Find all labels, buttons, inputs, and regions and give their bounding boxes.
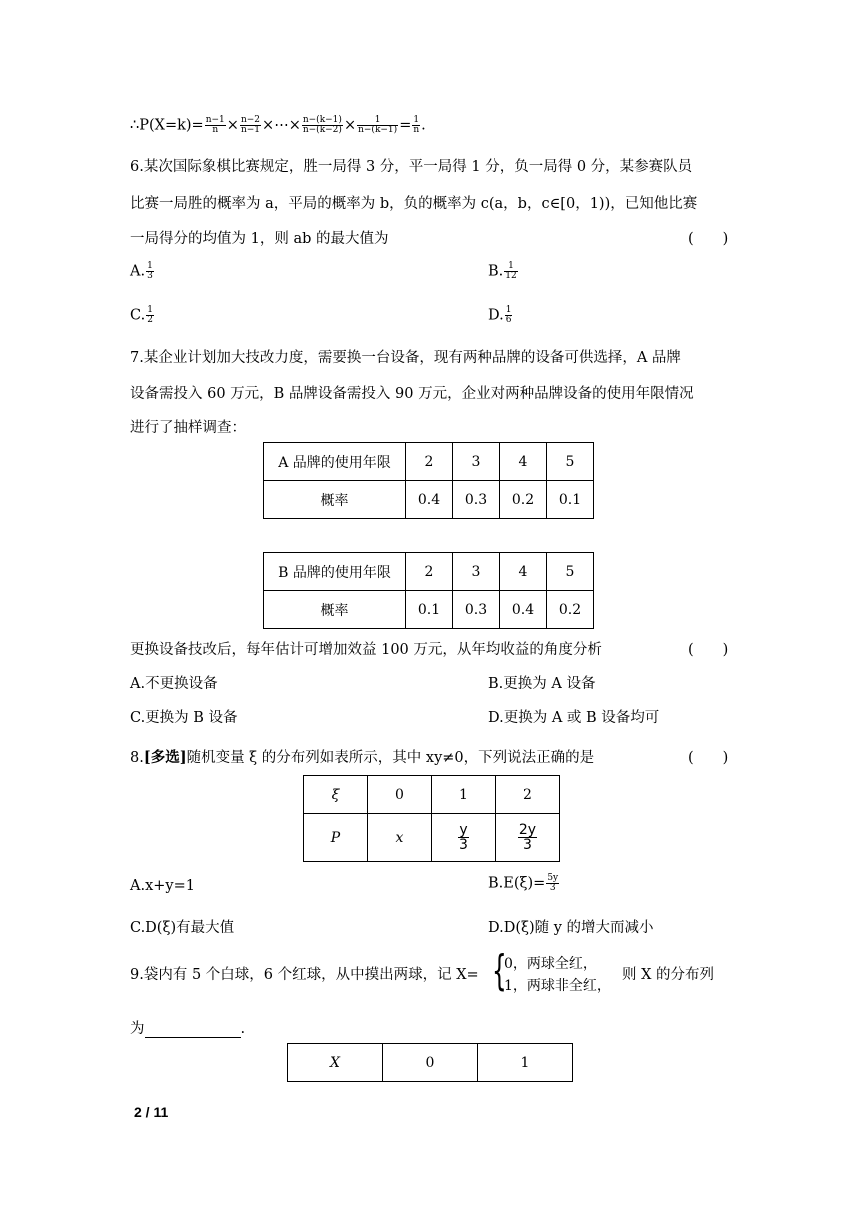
table-brand-a [263,442,594,519]
q9-stem-part-3: 为 . [130,1021,246,1037]
q6-option-a: A. $\frac{1}{3}$ [130,261,153,281]
multi-select-tag: [多选] [143,749,187,766]
q6-line-3: 一局得分的均值为 1，则 ab 的最大值为 [130,231,389,247]
fraction: $\frac{5y}{3}$ [547,873,559,893]
q6-line-1: 6.某次国际象棋比赛规定，胜一局得 3 分，平一局得 1 分，负一局得 0 分，某参赛队员 [130,159,693,175]
table-cell: 4 [500,443,547,481]
table-cell: 5 [547,443,594,481]
table-cell: 0 [368,776,432,814]
q7-line-3: 进行了抽样调查： [130,420,246,436]
eq-prefix: ∴P(X=k)= [130,117,204,134]
q7-option-c: C.更换为 B 设备 [130,710,238,726]
q8-answer-paren: ( ) [688,750,729,766]
table-cell: 4 [500,553,547,591]
fraction: $\frac{1}{2}$ [147,305,153,325]
table-cell: 5 [547,553,594,591]
table-row-label: 概率 [264,591,406,629]
q6-option-c: C. $\frac{1}{2}$ [130,305,153,325]
table-cell: 0.3 [453,591,500,629]
q9-case-1: 0，两球全红， [504,956,597,972]
q9-stem-part-2: 则 X 的分布列 [622,967,715,983]
fraction: $\frac{1}{n}$ [413,115,420,135]
q6-line-2: 比赛一局胜的概率为 a，平局的概率为 b，负的概率为 c(a，b，c∈[0，1))，已知他比赛 [130,196,698,212]
q8-stem: 8.[多选]随机变量 ξ 的分布列如表所示，其中 xy≠0，下列说法正确的是 [130,749,595,766]
table-row-label: 概率 [264,481,406,519]
table-cell: 2 [496,776,560,814]
fraction: $\frac{n-2}{n-1}$ [240,115,261,135]
table-cell: 0 [383,1044,478,1082]
q7-question: 更换设备技改后，每年估计可增加效益 100 万元，从年均收益的角度分析 [130,642,602,658]
table-cell: x [368,814,432,862]
table-header: X [288,1044,383,1082]
left-brace-icon: { [492,946,507,995]
top-equation: ∴P(X=k)= $\frac{n-1}{n}$ × $\frac{n-2}{n-1}$ ×⋯× $\frac{n-(k-1)}{n-(k-2)}$ × $\frac{1}{n-(k-1)}$ = $\frac{1}{n}$ . [130,115,426,135]
table-cell: 0.1 [406,591,453,629]
fraction: $\frac{2y}{3}$ [518,822,537,853]
fraction: $\frac{n-1}{n}$ [205,115,225,135]
fraction: $\frac{n-(k-1)}{n-(k-2)}$ [302,115,342,135]
fraction: $\frac{y}{3}$ [459,822,468,853]
table-row-label: P [304,814,368,862]
table-cell: 3 [453,553,500,591]
q8-option-c: C.D(ξ)有最大值 [130,920,235,936]
answer-blank [145,1023,241,1038]
table-brand-b [263,552,594,629]
q8-option-d: D.D(ξ)随 y 的增大而减小 [488,920,654,936]
q6-answer-paren: ( ) [688,231,729,247]
q7-answer-paren: ( ) [688,642,729,658]
fraction: $\frac{1}{12}$ [505,261,517,281]
q9-stem-part-1: 9.袋内有 5 个白球，6 个红球，从中摸出两球，记 X= [130,967,479,983]
table-cell: 2 [406,553,453,591]
q9-case-2: 1，两球非全红， [504,978,611,994]
q6-option-d: D. $\frac{1}{6}$ [488,305,512,325]
table-cell [496,814,560,862]
fraction: $\frac{1}{6}$ [505,305,512,325]
table-cell: 1 [478,1044,573,1082]
q6-option-b: B. $\frac{1}{12}$ [488,261,517,281]
q7-line-2: 设备需投入 60 万元，B 品牌设备需投入 90 万元，企业对两种品牌设备的使用年限情况 [130,386,694,402]
table-header: A 品牌的使用年限 [264,443,406,481]
page-number: 2 / 11 [134,1104,169,1120]
table-cell: 0.2 [500,481,547,519]
table-cell: 3 [453,443,500,481]
q7-option-b: B.更换为 A 设备 [488,676,596,692]
table-cell [432,814,496,862]
q7-option-a: A.不更换设备 [130,676,218,692]
table-header: ξ [304,776,368,814]
table-header: B 品牌的使用年限 [264,553,406,591]
q8-option-b: B.E(ξ)= $\frac{5y}{3}$ [488,873,559,893]
fraction: $\frac{1}{n-(k-1)}$ [358,115,398,135]
table-cell: 0.3 [453,481,500,519]
fraction: $\frac{1}{3}$ [147,261,153,281]
table-xi-distribution [303,775,560,862]
q7-option-d: D.更换为 A 或 B 设备均可 [488,710,660,726]
table-cell: 0.4 [406,481,453,519]
table-cell: 0.2 [547,591,594,629]
q7-line-1: 7.某企业计划加大技改力度，需要换一台设备，现有两种品牌的设备可供选择，A 品牌 [130,350,681,366]
table-x-distribution [287,1043,573,1082]
table-cell: 0.4 [500,591,547,629]
q8-option-a: A.x+y=1 [130,878,195,894]
table-cell: 2 [406,443,453,481]
table-cell: 1 [432,776,496,814]
table-cell: 0.1 [547,481,594,519]
